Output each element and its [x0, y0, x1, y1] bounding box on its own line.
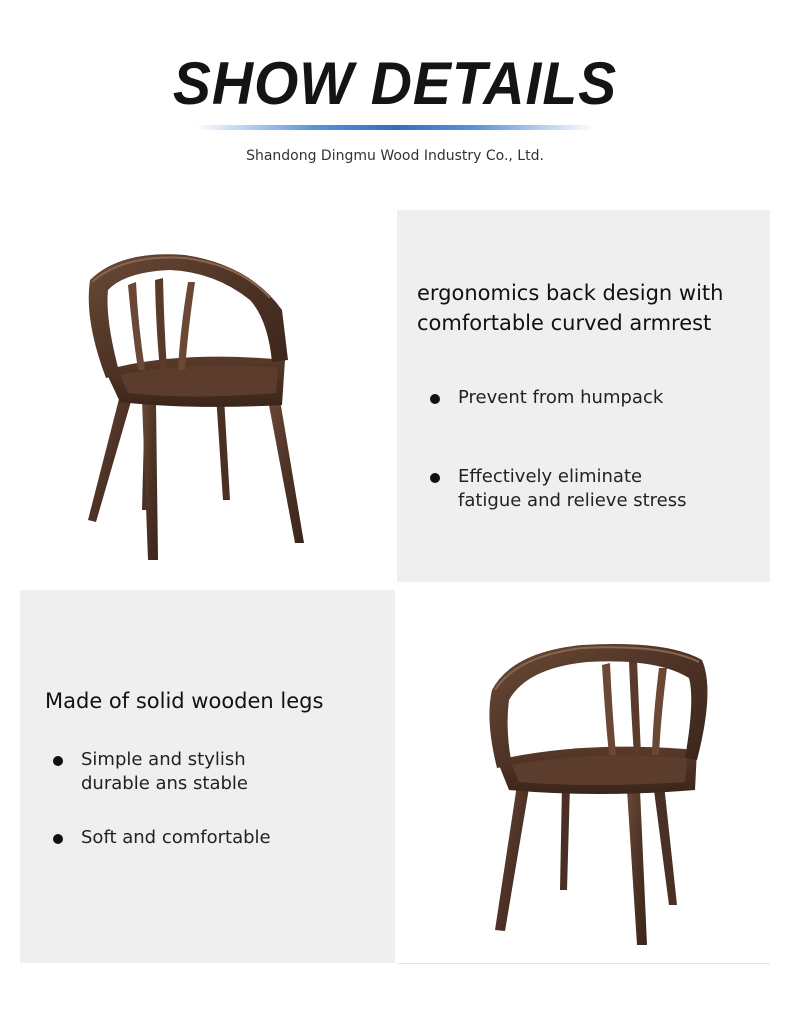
bullet-text: Prevent from humpack	[458, 387, 664, 408]
title-underline	[195, 125, 595, 130]
feature-panel-legs	[20, 590, 395, 963]
chair-image-1	[20, 210, 395, 582]
bullet-text: Simple and stylish	[81, 749, 246, 770]
chair-image-2	[397, 590, 770, 963]
feature-heading-ergonomics	[417, 278, 762, 338]
header	[0, 0, 790, 200]
chair-image-panel-1	[20, 210, 395, 582]
feature-panel-ergonomics	[397, 210, 770, 582]
bullet-dot-icon	[53, 834, 63, 844]
bullet-text: durable ans stable	[81, 773, 248, 794]
company-name: Shandong Dingmu Wood Industry Co., Ltd.	[246, 148, 544, 164]
heading-line-1: ergonomics back design with	[417, 281, 724, 305]
heading-line-2: comfortable curved armrest	[417, 311, 712, 335]
bullet-dot-icon	[430, 394, 440, 404]
bullet-text: Soft and comfortable	[81, 827, 271, 848]
page-title: SHOW DETAILS	[172, 50, 618, 117]
bullet-text: fatigue and relieve stress	[458, 490, 687, 511]
bullet-text: Effectively eliminate	[458, 466, 643, 487]
chair-image-panel-2	[397, 590, 770, 964]
bullet-dot-icon	[53, 756, 63, 766]
bullet-dot-icon	[430, 473, 440, 483]
feature-heading-legs: Made of solid wooden legs	[45, 689, 324, 713]
